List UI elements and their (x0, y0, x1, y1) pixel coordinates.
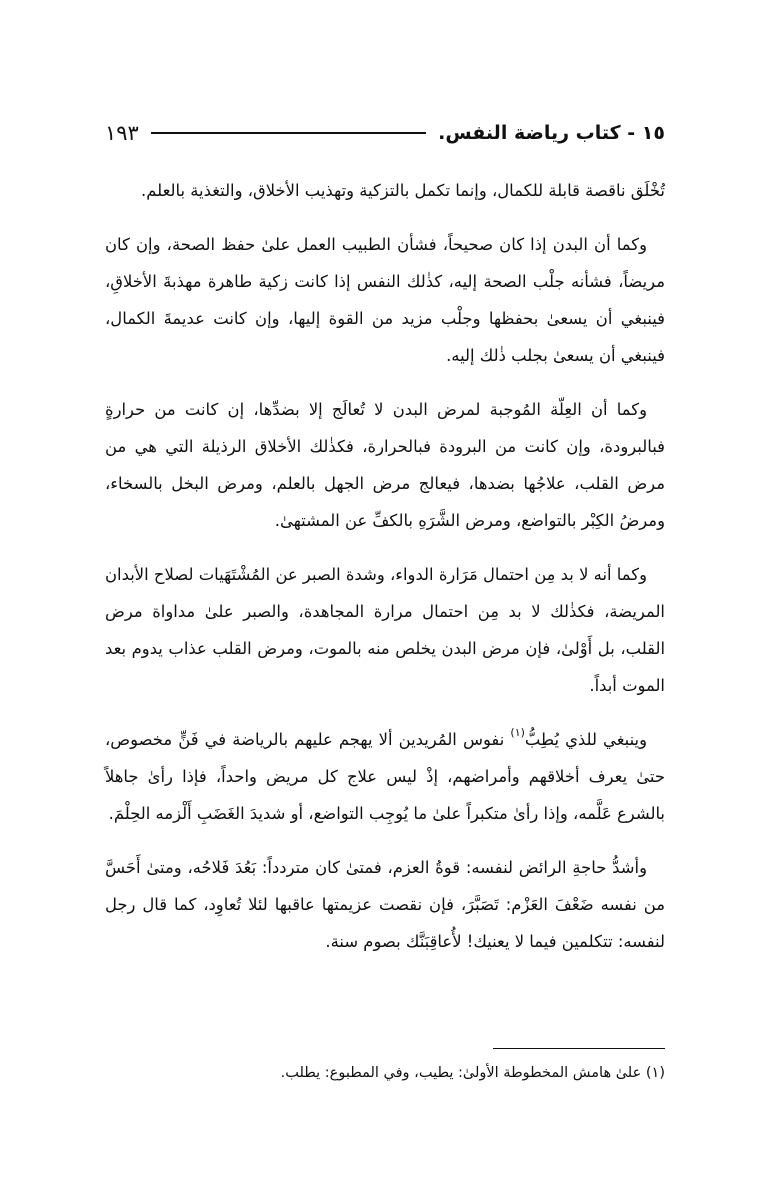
paragraph-1: تُخْلَق ناقصة قابلة للكمال، وإنما تكمل بالتزكية وتهذيب الأخلاق، والتغذية بالعلم. (141, 181, 665, 200)
running-header (105, 118, 665, 148)
paragraph-5-rest: نفوس المُريدين ألا يهجم عليهم بالرياضة في فَنٍّ مخصوص، حتىٰ يعرف أخلاقهم وأمراضهم، إذْ ليس علاج كل مريض واحداً، فإذا رأىٰ جاهلاً بالشرع عَلَّمه، وإذا رأىٰ متكبراً علىٰ ما يُوجِب التواضع، أو شديدَ الغَضَبِ أَلْزمه الحِلْمَ. (105, 730, 665, 823)
page-number: ١٩٣ (105, 121, 139, 145)
footnote: (١) علىٰ هامش المخطوطة الأولىٰ: يطيب، وفي المطبوع: يطلب. (280, 1065, 665, 1081)
paragraph-3: وكما أن العِلّة المُوجبة لمرض البدن لا تُعالَج إلا بضدِّها، إن كانت من حرارةٍ فبالبرودة، وإن كانت من البرودة فبالحرارة، فكذٰلك الأخلاق الرذيلة التي هي من مرض القلب، علاجُها بضدها، فيعالج مرض الجهل بالعلم، ومرض البخل بالسخاء، ومرضُ الكِبْر بالتواضع، ومرض الشَّرَهِ بالكفِّ عن المشتهىٰ. (105, 400, 665, 530)
paragraph-2: وكما أن البدن إذا كان صحيحاً، فشأن الطبيب العمل علىٰ حفظ الصحة، وإن كان مريضاً، فشأنه جلْب الصحة إليه، كذٰلك النفس إذا كانت زكية طاهرة مهذبةَ الأخلاقِ، فينبغي أن يسعىٰ بحفظها وجلْب مزيد من القوة إليها، وإن كانت عديمةَ الكمال، فينبغي أن يسعىٰ بجلب ذٰلك إليه. (105, 235, 665, 365)
paragraph-5 (105, 721, 665, 832)
footnote-reference[interactable]: (١) (510, 726, 525, 739)
main-text (105, 172, 665, 977)
paragraph-6: وأشدُّ حاجةِ الرائض لنفسه: قوةُ العزم، فمتىٰ كان متردداً: بَعُدَ فَلاحُه، ومتىٰ أَحَسَّ من نفسه ضَعْفَ العَزْم: تَصَبَّرَ، فإن نقصت عزيمتها عاقبها لئلا تُعاوِد، كما قال رجل لنفسه: تتكلمين فيما لا يعنيك! لأُعاقِبَنَّك بصوم سنة. (105, 858, 665, 951)
paragraph-4: وكما أنه لا بد مِن احتمال مَرَارة الدواء، وشدة الصبر عن المُشْتَهَيات لصلاح الأبدان المريضة، فكذٰلك لا بد مِن احتمال مرارة المجاهدة، والصبر علىٰ مداواة مرض القلب، بل أَوْلىٰ، فإن مرض البدن يخلص منه بالموت، ومرض القلب عذاب يدوم بعد الموت أبداً. (105, 565, 665, 695)
paragraph-5-start: وينبغي للذي يُطِبُّ (524, 730, 647, 749)
footnote-separator (493, 1048, 665, 1049)
header-title: ١٥ - كتاب رياضة النفس. (438, 122, 665, 144)
header-rule (151, 132, 426, 134)
